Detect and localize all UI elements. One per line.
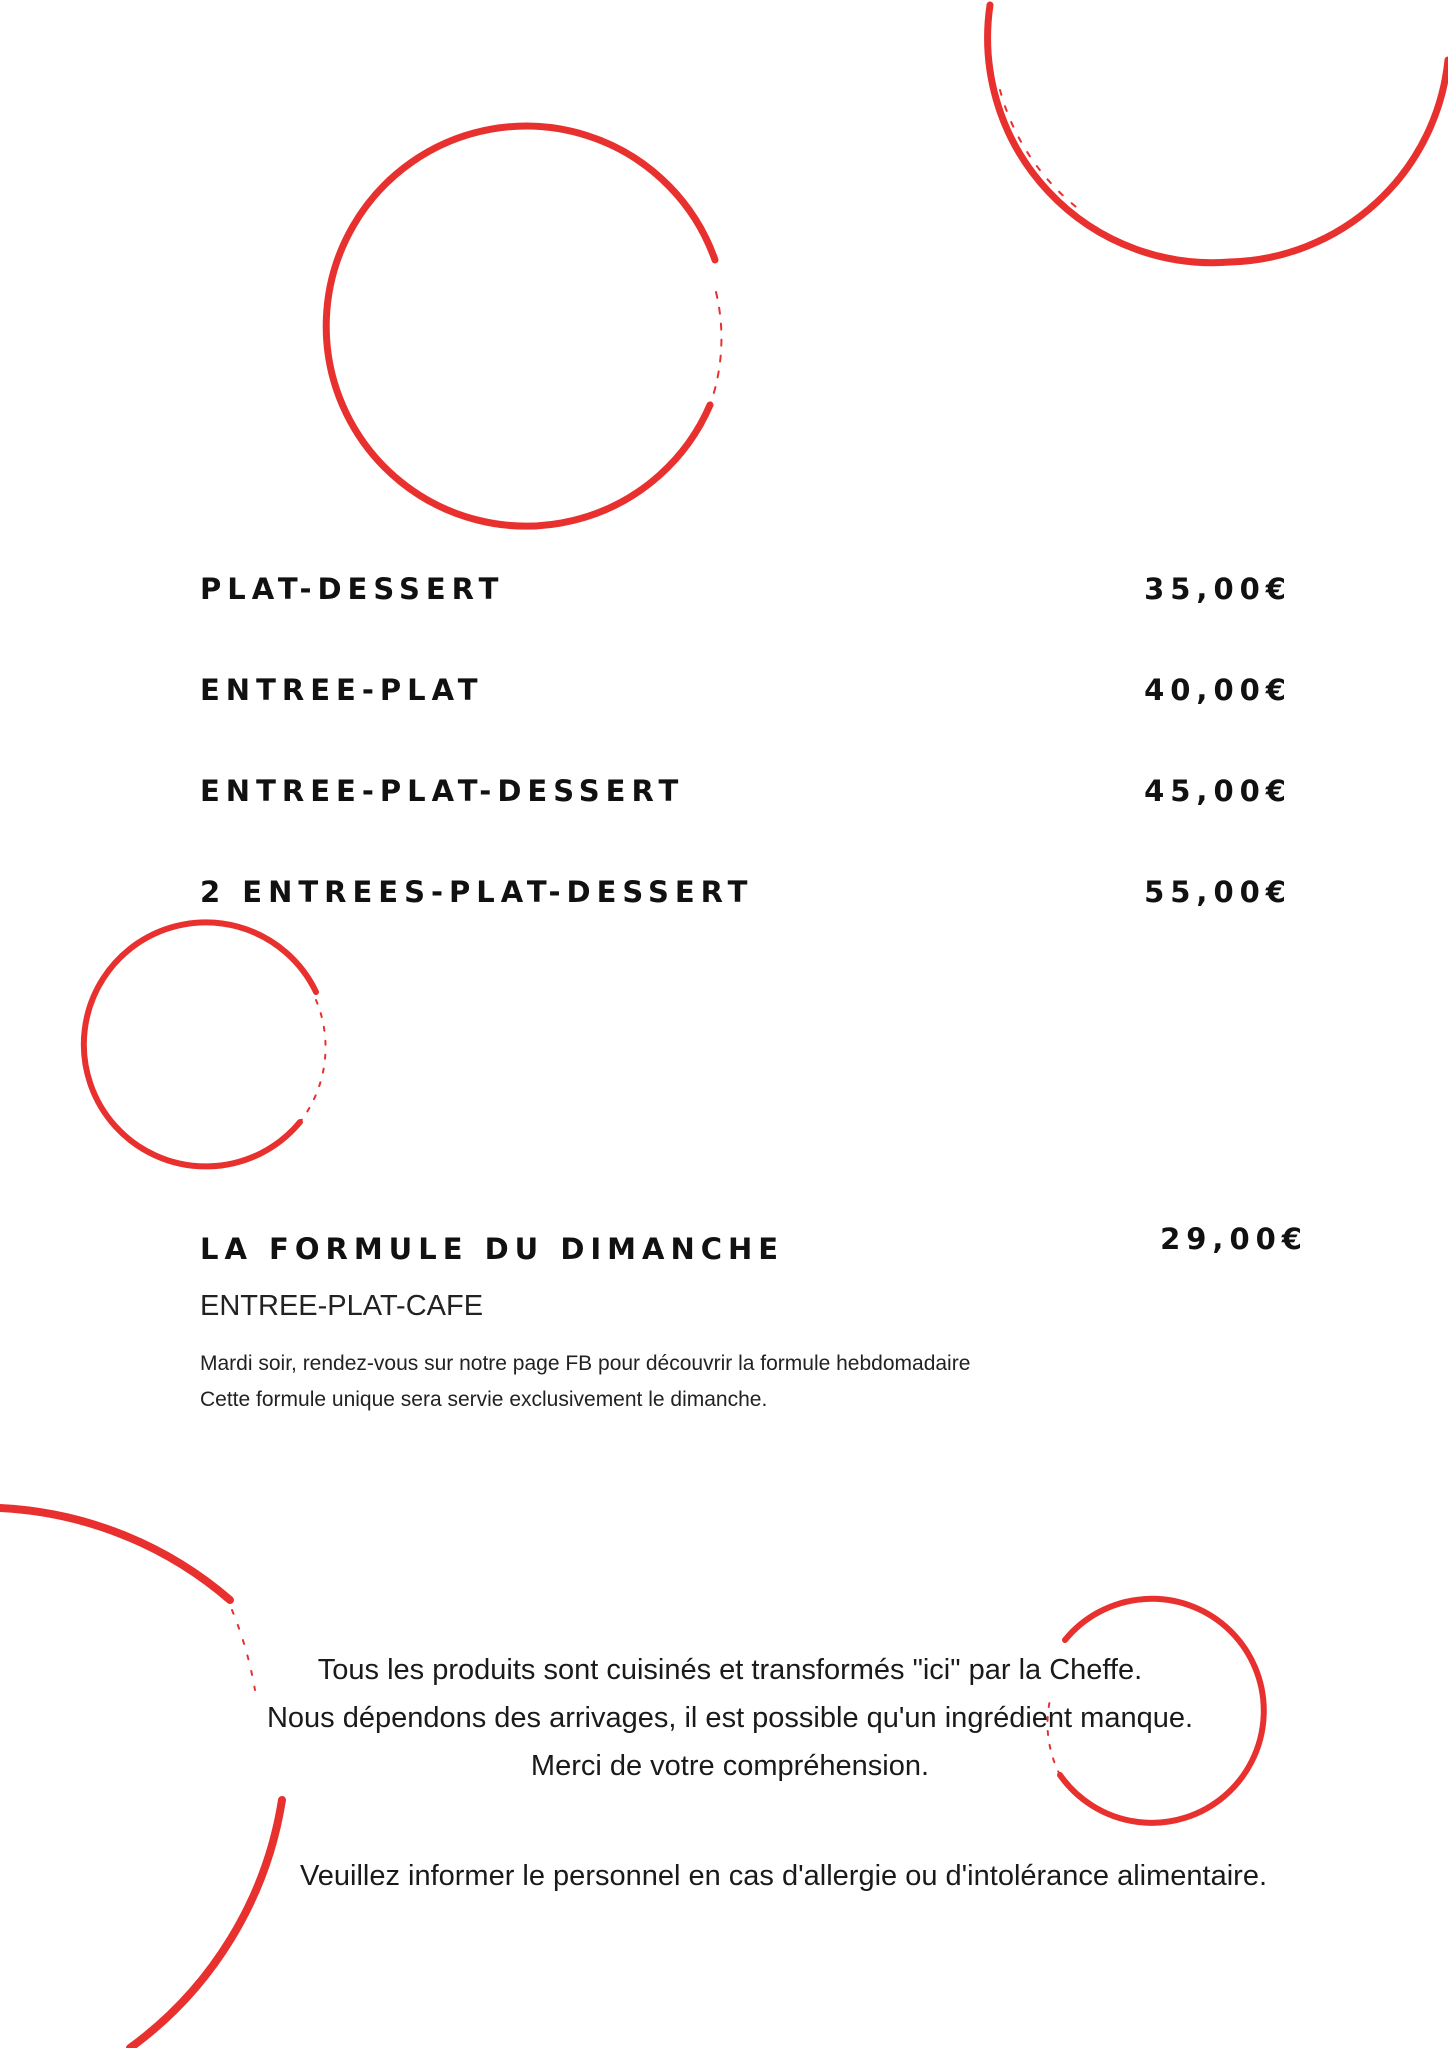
menu-item-price: 35,00€: [1144, 572, 1292, 606]
allergy-notice: Veuillez informer le personnel en cas d'allergie ou d'intolérance alimentaire.: [300, 1860, 1268, 1892]
menu-item-label: ENTREE-PLAT-DESSERT: [200, 774, 685, 808]
menu-item: [200, 774, 1292, 814]
menu-item-price: 55,00€: [1144, 875, 1292, 909]
sunday-desc-line: Cette formule unique sera servie exclusivement le dimanche.: [200, 1388, 768, 1411]
notes-line: Merci de votre compréhension.: [530, 1750, 930, 1782]
sunday-desc-line: Mardi soir, rendez-vous sur notre page FB pour découvrir la formule hebdomadaire: [200, 1352, 971, 1375]
menu-item: [200, 572, 1292, 612]
kitchen-notes: [200, 1646, 1260, 1790]
sunday-formula-subtitle: ENTREE-PLAT-CAFE: [200, 1290, 484, 1322]
circle-top-left: [326, 126, 721, 526]
notes-line: Nous dépendons des arrivages, il est possible qu'un ingrédient manque.: [266, 1702, 1194, 1734]
notes-line: Tous les produits sont cuisinés et transformés "ici" par la Cheffe.: [317, 1654, 1143, 1686]
circle-middle-left: [84, 922, 326, 1166]
menu-item-price: 45,00€: [1144, 774, 1292, 808]
sunday-formula-description: [200, 1346, 970, 1418]
sunday-formula-price: 29,00€: [1160, 1222, 1308, 1256]
menu-item: [200, 875, 1292, 915]
menu-item-label: PLAT-DESSERT: [200, 572, 505, 606]
sunday-formula-title: LA FORMULE DU DIMANCHE: [200, 1232, 785, 1266]
circle-top-right: [988, 5, 1448, 263]
menu-item: [200, 673, 1292, 713]
menu-item-label: ENTREE-PLAT: [200, 673, 484, 707]
menu-item-price: 40,00€: [1144, 673, 1292, 707]
menu-item-label: 2 ENTREES-PLAT-DESSERT: [200, 875, 754, 909]
